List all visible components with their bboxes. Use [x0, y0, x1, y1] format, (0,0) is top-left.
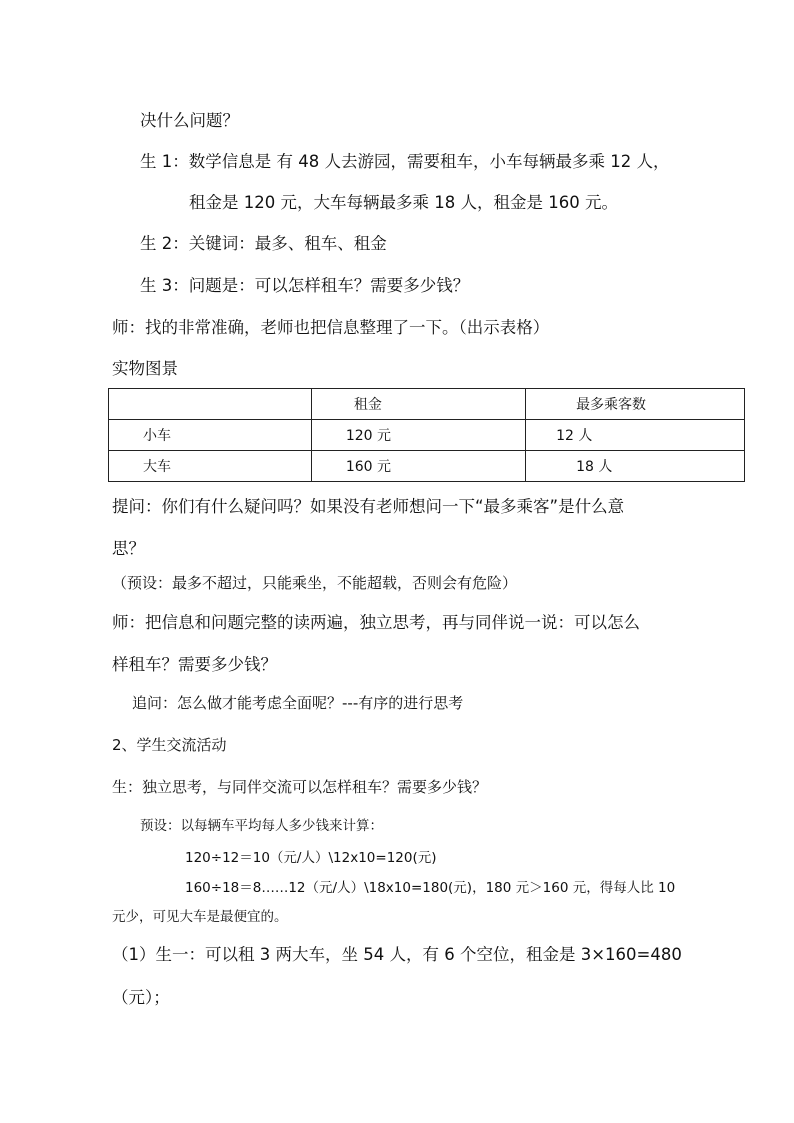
table-header-cell: 最多乘客数 [526, 389, 745, 420]
text-line: 120÷12＝10（元/人）\12x10=120(元) [185, 850, 437, 866]
text-line: 生 2：关键词：最多、租车、租金 [140, 234, 387, 253]
text-line: 追问：怎么做才能考虑全面呢？---有序的进行思考 [132, 694, 464, 712]
table-cell: 小车 [109, 420, 312, 451]
table-header-cell: 租金 [311, 389, 525, 420]
text-line: 师：把信息和问题完整的读两遍，独立思考，再与同伴说一说：可以怎么 [112, 613, 640, 632]
text-line: 元少，可见大车是最便宜的。 [112, 909, 288, 925]
table-cell: 12 人 [526, 420, 745, 451]
text-line: （1）生一：可以租 3 两大车，坐 54 人，有 6 个空位，租金是 3×160=480 [112, 945, 682, 964]
text-line: 实物图景 [112, 359, 178, 378]
text-line: 2、学生交流活动 [112, 736, 227, 754]
table-cell: 大车 [109, 451, 312, 482]
text-line: 160÷18＝8……12（元/人）\18x10=180(元)，180 元＞160 元，得每人比 10 [185, 880, 676, 896]
text-line: 生：独立思考，与同伴交流可以怎样租车？需要多少钱？ [112, 778, 488, 796]
info-table [108, 388, 745, 482]
table-cell: 160 元 [311, 451, 525, 482]
table-header-row [109, 389, 745, 420]
text-line: 师：找的非常准确，老师也把信息整理了一下。（出示表格） [112, 318, 550, 337]
text-line: 生 3：问题是：可以怎样租车？需要多少钱？ [140, 276, 470, 295]
text-line: （元）； [112, 988, 170, 1007]
text-line: 生 1：数学信息是 有 48 人去游园，需要租车，小车每辆最多乘 12 人， [140, 152, 670, 171]
text-line: 样租车？需要多少钱？ [112, 655, 277, 674]
text-line: （预设：最多不超过，只能乘坐，不能超载，否则会有危险） [112, 574, 518, 592]
table-cell: 120 元 [311, 420, 525, 451]
table-cell [109, 389, 312, 420]
text-line: 提问：你们有什么疑问吗？如果没有老师想问一下“最多乘客”是什么意 [112, 497, 625, 516]
text-line: 租金是 120 元，大车每辆最多乘 18 人，租金是 160 元。 [189, 193, 618, 212]
table-cell: 18 人 [526, 451, 745, 482]
table-row [109, 451, 745, 482]
text-line: 预设：以每辆车平均每人多少钱来计算： [140, 818, 383, 834]
table-row [109, 420, 745, 451]
text-line: 思？ [112, 539, 145, 558]
text-line: 决什么问题？ [140, 111, 239, 130]
